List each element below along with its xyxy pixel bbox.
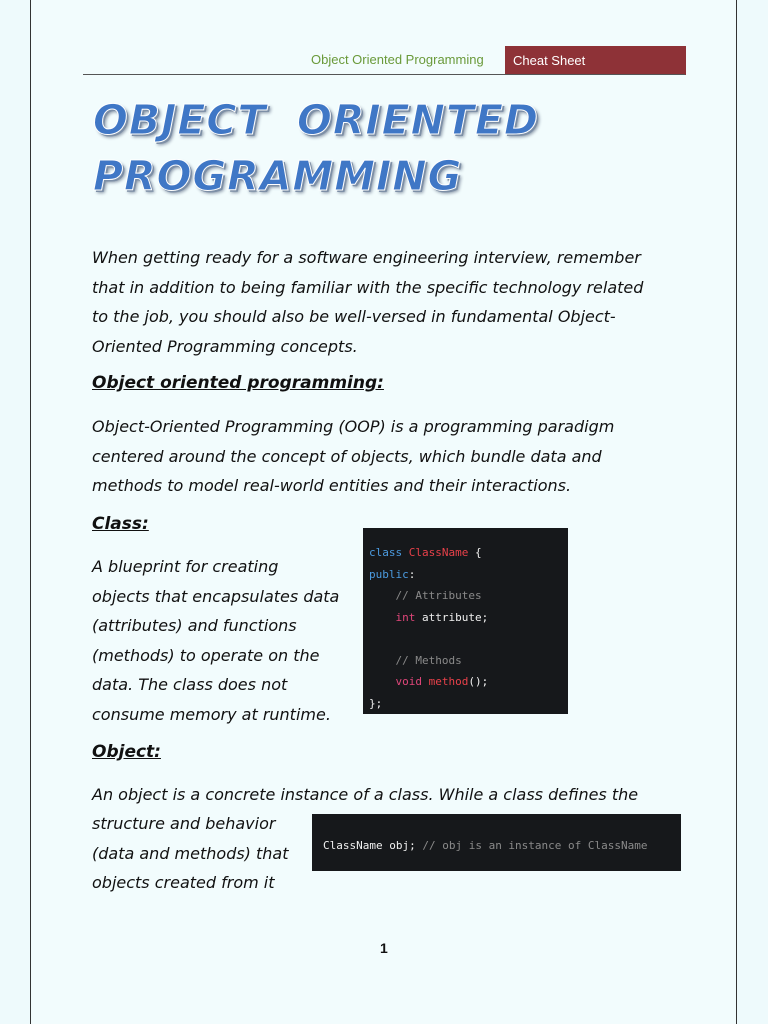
code-comment: // obj is an instance of ClassName: [415, 839, 648, 852]
code-line: [369, 542, 568, 564]
intro-line: Oriented Programming concepts.: [92, 336, 358, 356]
intro-paragraph: [92, 243, 643, 361]
class-heading: Class:: [92, 514, 149, 534]
object-lead-line: An object is a concrete instance of a class. While a class defines the: [92, 785, 639, 804]
code-keyword: int: [395, 610, 416, 624]
class-line: (attributes) and functions: [92, 616, 297, 635]
object-paragraph: [92, 809, 289, 898]
object-line: (data and methods) that: [92, 843, 289, 863]
document-page: [30, 0, 737, 1024]
object-line: structure and behavior: [92, 814, 276, 833]
oop-line: methods to model real-world entities and their interactions.: [92, 476, 572, 495]
header-title: Object Oriented Programming: [311, 52, 484, 67]
class-line: data. The class does not: [92, 675, 288, 694]
code-brace: {: [468, 546, 482, 559]
object-line: objects created from it: [92, 873, 275, 892]
object-code-snippet: [312, 814, 681, 871]
object-heading: Object:: [92, 742, 161, 762]
code-attribute: attribute;: [415, 610, 489, 624]
main-title: [93, 92, 539, 204]
oop-paragraph: [92, 412, 614, 501]
code-colon: :: [408, 567, 416, 581]
code-punct: ();: [468, 675, 489, 688]
main-title-line-2: PROGRAMMING: [93, 152, 463, 200]
code-statement: ClassName obj;: [323, 839, 416, 852]
code-comment: // Attributes: [395, 589, 482, 602]
code-close: };: [369, 696, 383, 710]
code-line: [369, 628, 568, 650]
code-line: [369, 607, 568, 629]
code-line: [369, 671, 568, 693]
code-keyword: public: [369, 567, 409, 581]
code-line: [369, 650, 568, 672]
intro-line: to the job, you should also be well-versed in fundamental Object-: [92, 307, 616, 326]
class-line: A blueprint for creating: [92, 557, 279, 576]
class-paragraph: [92, 552, 339, 729]
code-line: [369, 585, 568, 607]
code-keyword: void: [395, 675, 422, 688]
code-class-name: ClassName: [408, 546, 469, 559]
code-keyword: class: [369, 546, 403, 559]
class-line: (methods) to operate on the: [92, 645, 320, 665]
code-method-name: method: [428, 675, 469, 688]
class-code-snippet: [363, 528, 568, 714]
oop-line: Object-Oriented Programming (OOP) is a programming paradigm: [92, 417, 615, 436]
class-line: consume memory at runtime.: [92, 704, 331, 724]
intro-line: When getting ready for a software engineering interview, remember: [92, 248, 641, 267]
page-number: 1: [380, 940, 388, 956]
code-line: [369, 564, 568, 586]
class-line: objects that encapsulates data: [92, 586, 340, 606]
code-line: [369, 693, 568, 715]
header-badge: Cheat Sheet: [505, 46, 686, 75]
oop-line: centered around the concept of objects, which bundle data and: [92, 446, 602, 466]
main-title-line-1: OBJECT ORIENTED: [93, 96, 539, 144]
code-comment: // Methods: [395, 653, 462, 667]
oop-heading: Object oriented programming:: [92, 373, 384, 393]
intro-line: that in addition to being familiar with the specific technology related: [92, 277, 644, 297]
header-divider: [83, 74, 685, 75]
